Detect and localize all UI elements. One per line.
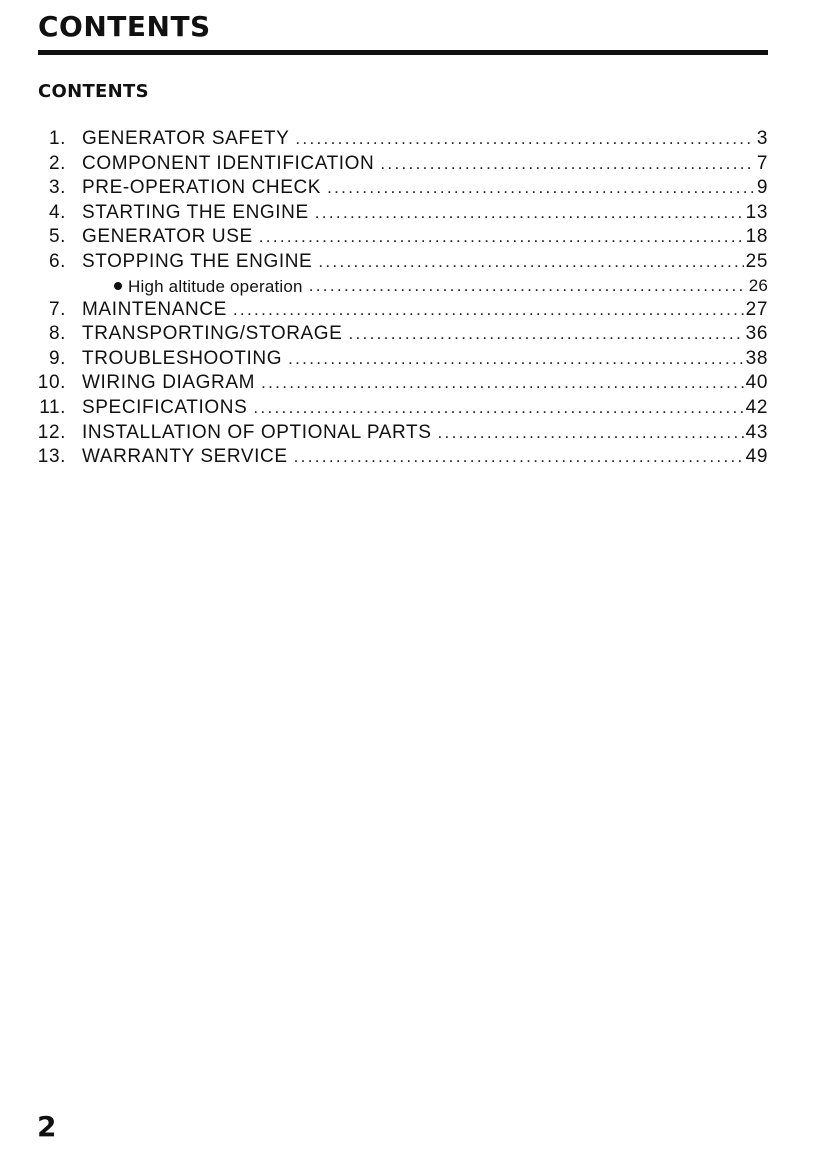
toc-entry-number: 1. bbox=[48, 128, 66, 149]
toc-entry[interactable] bbox=[36, 446, 768, 471]
toc-entry-title: GENERATOR SAFETY bbox=[82, 128, 290, 149]
toc-entry-page: 3 bbox=[756, 128, 768, 149]
page-title: CONTENTS bbox=[38, 10, 211, 43]
bullet-icon bbox=[114, 282, 122, 290]
toc-entry-number: 6. bbox=[48, 250, 66, 272]
toc-entry-title: MAINTENANCE bbox=[82, 298, 227, 320]
dot-leader bbox=[438, 423, 744, 443]
toc-entry-page: 40 bbox=[745, 372, 768, 394]
toc-entry-number: 3. bbox=[48, 177, 66, 199]
toc-entry-number: 11. bbox=[39, 396, 66, 418]
toc-entry-title: STOPPING THE ENGINE bbox=[82, 250, 313, 272]
toc-entry[interactable] bbox=[36, 372, 768, 397]
dot-leader bbox=[261, 373, 744, 393]
toc-entry[interactable] bbox=[36, 177, 768, 202]
toc-subentry[interactable] bbox=[36, 276, 768, 299]
toc-entry-title: GENERATOR USE bbox=[82, 226, 253, 248]
toc-entry-page: 43 bbox=[745, 421, 768, 443]
toc-entry-number: 5. bbox=[48, 226, 66, 248]
toc-entry-title: TROUBLESHOOTING bbox=[82, 347, 283, 369]
toc-entry[interactable] bbox=[36, 299, 768, 324]
section-title: CONTENTS bbox=[38, 81, 149, 102]
toc-entry-page: 25 bbox=[745, 250, 768, 272]
toc-entry-page: 49 bbox=[745, 446, 768, 468]
toc-entry-page: 27 bbox=[745, 298, 768, 320]
dot-leader bbox=[348, 324, 743, 344]
toc-entry-page: 7 bbox=[756, 152, 768, 174]
toc-entry-page: 26 bbox=[748, 275, 768, 295]
toc-entry-page: 38 bbox=[745, 347, 768, 369]
page-number: 2 bbox=[37, 1110, 57, 1143]
dot-leader bbox=[259, 227, 744, 247]
toc-entry[interactable] bbox=[36, 251, 768, 276]
toc-entry-page: 36 bbox=[745, 323, 768, 345]
dot-leader bbox=[295, 129, 754, 149]
header-divider bbox=[38, 50, 768, 55]
toc-entry-title: COMPONENT IDENTIFICATION bbox=[82, 152, 375, 174]
toc-entry[interactable] bbox=[36, 128, 768, 153]
dot-leader bbox=[309, 276, 747, 296]
toc-entry-title: STARTING THE ENGINE bbox=[82, 201, 309, 223]
dot-leader bbox=[233, 300, 744, 320]
toc-entry-page: 42 bbox=[745, 396, 768, 418]
toc-entry[interactable] bbox=[36, 153, 768, 178]
toc-entry[interactable] bbox=[36, 397, 768, 422]
toc-entry[interactable] bbox=[36, 226, 768, 251]
toc-entry-page: 13 bbox=[745, 201, 768, 223]
toc-entry-title: TRANSPORTING/STORAGE bbox=[82, 323, 343, 345]
toc-entry-title: WIRING DIAGRAM bbox=[82, 372, 256, 394]
toc-entry-number: 2. bbox=[48, 152, 66, 174]
toc-entry-number: 4. bbox=[48, 201, 66, 223]
toc-entry[interactable] bbox=[36, 202, 768, 227]
toc-entry[interactable] bbox=[36, 348, 768, 373]
toc-entry-number: 10. bbox=[37, 372, 66, 394]
toc-entry-number: 13. bbox=[37, 446, 66, 468]
dot-leader bbox=[288, 349, 744, 369]
toc-entry-number: 7. bbox=[48, 298, 66, 320]
toc-entry-title: INSTALLATION OF OPTIONAL PARTS bbox=[82, 421, 432, 443]
dot-leader bbox=[253, 398, 743, 418]
toc-entry[interactable] bbox=[36, 323, 768, 348]
toc-entry-number: 9. bbox=[48, 347, 66, 369]
dot-leader bbox=[327, 178, 755, 198]
toc-subentry-title: High altitude operation bbox=[128, 276, 303, 296]
toc-entry-title: PRE-OPERATION CHECK bbox=[82, 177, 322, 199]
toc-entry-page: 18 bbox=[745, 226, 768, 248]
dot-leader bbox=[318, 252, 743, 272]
toc-entry-title: WARRANTY SERVICE bbox=[82, 446, 288, 468]
toc-entry-number: 8. bbox=[48, 323, 66, 345]
toc-subentry-title-wrap bbox=[66, 277, 309, 297]
toc-entry-title: SPECIFICATIONS bbox=[82, 396, 248, 418]
table-of-contents bbox=[36, 128, 768, 471]
toc-entry[interactable] bbox=[36, 422, 768, 447]
dot-leader bbox=[380, 154, 754, 174]
page-header bbox=[38, 10, 768, 55]
dot-leader bbox=[294, 447, 744, 467]
toc-entry-number: 12. bbox=[37, 421, 66, 443]
dot-leader bbox=[315, 203, 744, 223]
toc-entry-page: 9 bbox=[756, 177, 768, 199]
